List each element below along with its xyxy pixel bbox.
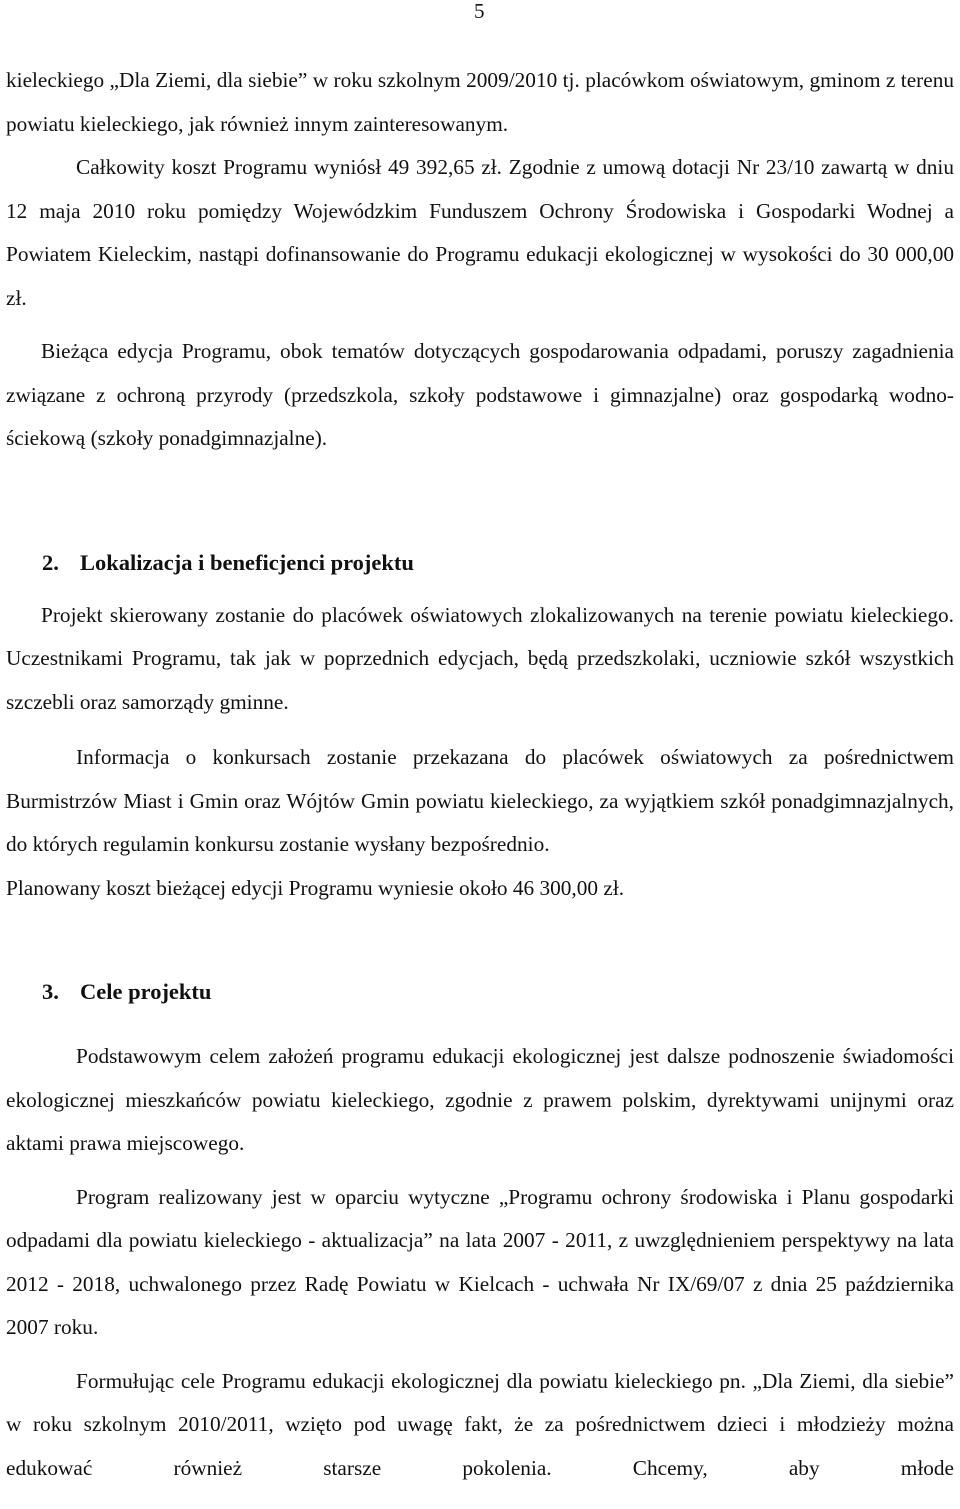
page-content (6, 59, 954, 1490)
section-title: Cele projektu (80, 979, 212, 1004)
paragraph-current-edition: Bieżąca edycja Programu, obok tematów dotyczących gospodarowania odpadami, poruszy zagadnienia związane z ochroną przyrody (przedszkola, szkoły podstawowe i gimnazjalne) oraz gospodarką wodno-ściekową (szkoły ponadgimnazjalne). (6, 339, 954, 450)
paragraph-planned-cost: Planowany koszt bieżącej edycji Programu wyniesie około 46 300,00 zł. (6, 875, 625, 900)
paragraph-main-goal: Podstawowym celem założeń programu edukacji ekologicznej jest dalsze podnoszenie świadomości ekologicznej mieszkańców powiatu kieleckiego, zgodnie z prawem polskim, dyrektywami unijnymi oraz aktami prawa miejscowego. (6, 1044, 954, 1155)
page-number: 5 (474, 0, 485, 23)
section-number: 2. (42, 549, 59, 575)
paragraph-contest-information: Informacja o konkursach zostanie przekazana do placówek oświatowych za pośrednictwem Burmistrzów Miast i Gmin oraz Wójtów Gmin powiatu kieleckiego, za wyjątkiem szkół ponadgimnazjalnych, do których regulamin konkursu zostanie wysłany bezpośrednio. (6, 745, 954, 856)
section-number: 3. (42, 979, 59, 1004)
paragraph-program-recipients: kieleckiego „Dla Ziemi, dla siebie” w roku szkolnym 2009/2010 tj. placówkom oświatowym, gminom z terenu powiatu kieleckiego, jak również innym zainteresowanym. (6, 68, 954, 136)
paragraph-guidelines: Program realizowany jest w oparciu wytyczne „Programu ochrony środowiska i Planu gospodarki odpadami dla powiatu kieleckiego - aktualizacja” na lata 2007 - 2011, z uwzględnieniem perspektywy na lata 2012 - 2018, uchwalonego przez Radę Powiatu w Kielcach - uchwała Nr IX/69/07 z dnia 25 października 2007 roku. (6, 1184, 954, 1339)
paragraph-project-target: Projekt skierowany zostanie do placówek oświatowych zlokalizowanych na terenie powiatu kieleckiego. Uczestnikami Programu, tak jak w poprzednich edycjach, będą przedszkolaki, uczniowie szkół wszystkich szczebli oraz samorządy gminne. (6, 602, 954, 714)
paragraph-goal-formulation: Formułując cele Programu edukacji ekologicznej dla powiatu kieleckiego pn. „Dla Ziemi, dla siebie” w roku szkolnym 2010/2011, wzięto pod uwagę fakt, że za pośrednictwem dzieci i młodzieży można edukować również starsze pokolenia. Chcemy, aby młode (6, 1368, 954, 1480)
section-title: Lokalizacja i beneficjenci projektu (80, 549, 414, 575)
section-heading-localization (6, 541, 954, 584)
section-heading-goals (6, 970, 954, 1013)
paragraph-program-cost: Całkowity koszt Programu wyniósł 49 392,65 zł. Zgodnie z umową dotacji Nr 23/10 zawartą w dniu 12 maja 2010 roku pomiędzy Wojewódzkim Funduszem Ochrony Środowiska i Gospodarki Wodnej a Powiatem Kieleckim, nastąpi dofinansowanie do Programu edukacji ekologicznej w wysokości do 30 000,00 zł. (6, 155, 954, 310)
